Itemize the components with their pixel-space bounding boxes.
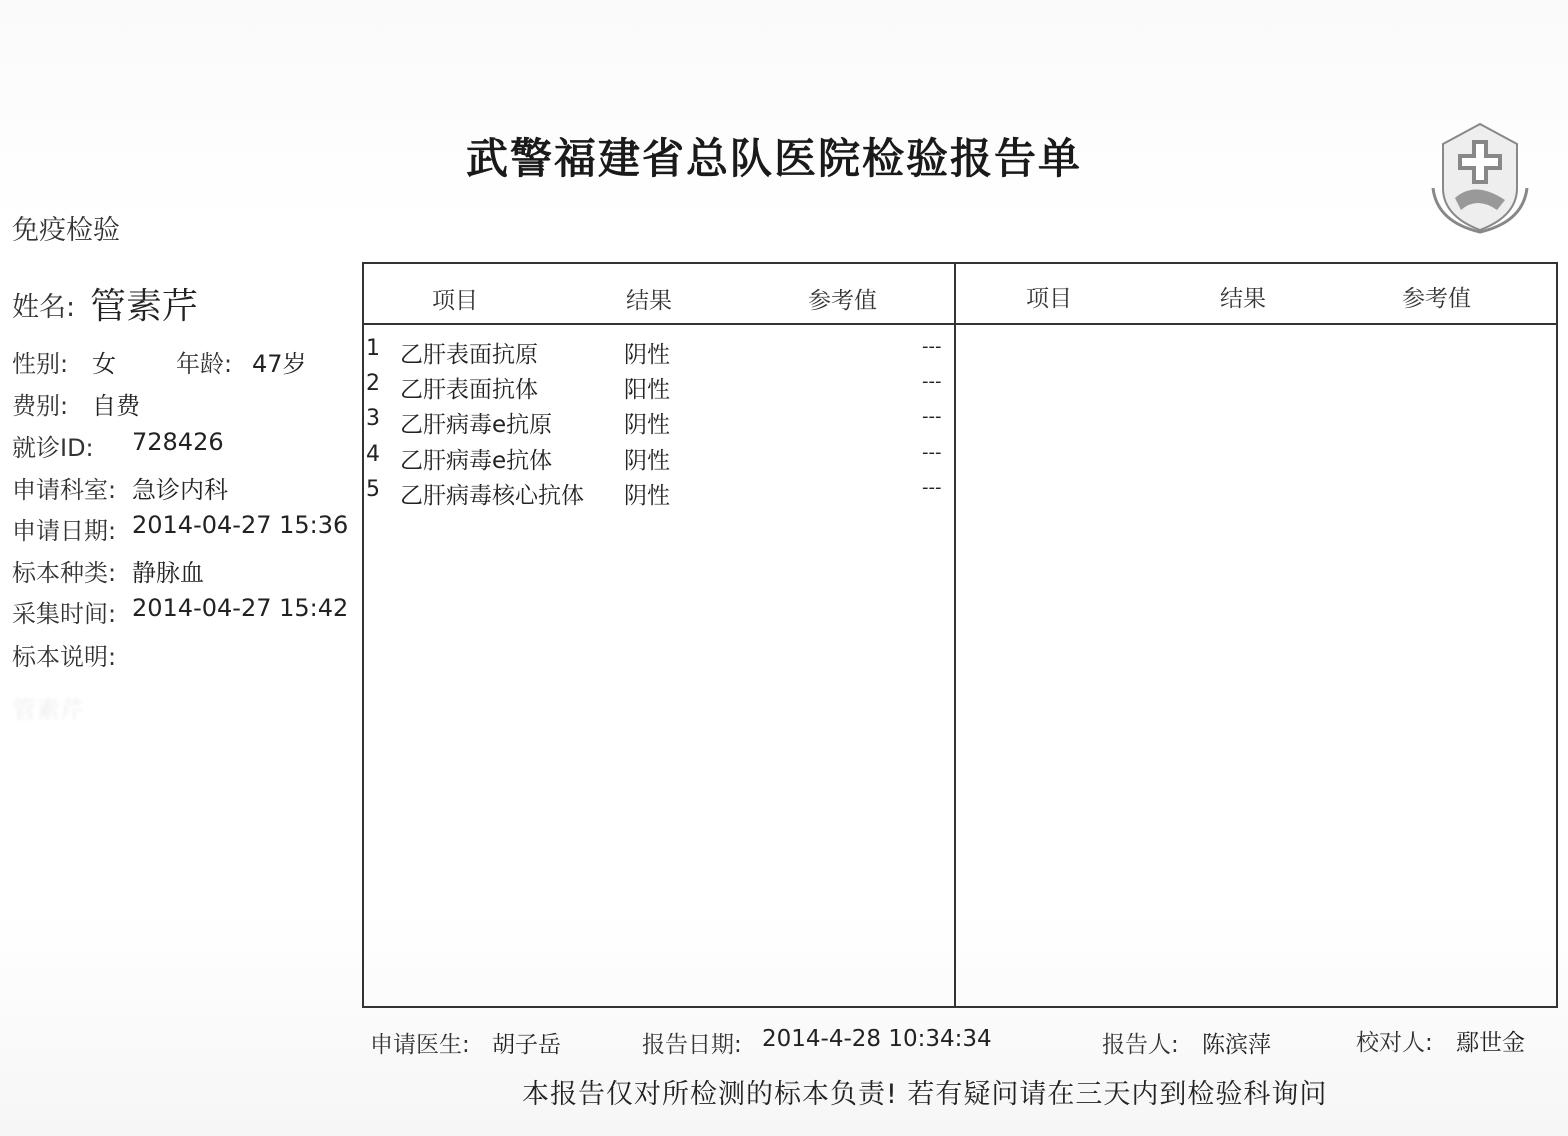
row-item: 乙肝病毒e抗体 [400, 448, 553, 474]
row-result: 阴性 [624, 342, 670, 368]
header-result-right: 结果 [1220, 286, 1266, 312]
patient-age: 47岁 [252, 350, 307, 378]
table-row [362, 406, 954, 440]
checker-label: 校对人: [1356, 1030, 1433, 1056]
row-index: 4 [366, 442, 380, 467]
checker: 鄢世金 [1456, 1030, 1525, 1056]
disclaimer-notice: 本报告仅对所检测的标本负责! 若有疑问请在三天内到检验科询问 [522, 1079, 1328, 1110]
table-row [362, 477, 954, 511]
table-column-divider [954, 262, 956, 1008]
reporter-label: 报告人: [1102, 1032, 1179, 1058]
table-header-divider [362, 323, 1558, 325]
specimen-type: 静脉血 [132, 559, 204, 587]
row-reference: --- [922, 371, 942, 392]
fee-type: 自费 [92, 392, 140, 420]
row-index: 1 [366, 336, 380, 361]
table-row [362, 442, 954, 476]
row-index: 3 [366, 406, 380, 431]
visit-id: 728426 [132, 428, 224, 456]
collect-time-label: 采集时间: [12, 600, 117, 628]
row-result: 阳性 [624, 377, 670, 403]
row-result: 阴性 [624, 483, 670, 509]
table-row [362, 336, 954, 370]
header-item-left: 项目 [432, 288, 478, 314]
header-result-left: 结果 [626, 288, 672, 314]
doctor-label: 申请医生: [370, 1032, 470, 1058]
row-index: 5 [366, 477, 380, 502]
name-label: 姓名: [12, 292, 76, 323]
request-date-label: 申请日期: [12, 517, 117, 545]
table-row [362, 371, 954, 405]
fee-label: 费别: [12, 392, 69, 420]
row-item: 乙肝表面抗原 [400, 342, 538, 368]
row-reference: --- [922, 336, 942, 357]
header-ref-right: 参考值 [1402, 286, 1471, 312]
age-label: 年龄: [176, 350, 233, 378]
report-category: 免疫检验 [12, 215, 120, 246]
sex-label: 性别: [12, 350, 69, 378]
row-item: 乙肝病毒核心抗体 [400, 483, 584, 509]
patient-name: 管素芹 [90, 286, 199, 327]
report-date: 2014-4-28 10:34:34 [762, 1026, 992, 1052]
bleed-through-text: 管素芹 [12, 696, 84, 724]
collect-time: 2014-04-27 15:42 [132, 594, 349, 622]
specimen-note-label: 标本说明: [12, 643, 117, 671]
row-result: 阴性 [624, 412, 670, 438]
row-result: 阴性 [624, 448, 670, 474]
report-title: 武警福建省总队医院检验报告单 [466, 134, 1083, 183]
row-item: 乙肝表面抗体 [400, 377, 538, 403]
visit-id-label: 就诊ID: [12, 434, 94, 462]
row-reference: --- [922, 477, 942, 498]
report-date-label: 报告日期: [642, 1032, 742, 1058]
specimen-label: 标本种类: [12, 559, 117, 587]
requesting-doctor: 胡子岳 [492, 1032, 561, 1058]
request-dept: 急诊内科 [132, 476, 228, 504]
reporter: 陈滨萍 [1202, 1032, 1271, 1058]
row-item: 乙肝病毒e抗原 [400, 412, 553, 438]
header-item-right: 项目 [1026, 286, 1072, 312]
dept-label: 申请科室: [12, 476, 117, 504]
hospital-emblem-icon [1425, 118, 1535, 236]
row-index: 2 [366, 371, 380, 396]
row-reference: --- [922, 406, 942, 427]
patient-sex: 女 [92, 350, 116, 378]
request-date: 2014-04-27 15:36 [132, 511, 349, 539]
row-reference: --- [922, 442, 942, 463]
header-ref-left: 参考值 [808, 288, 877, 314]
